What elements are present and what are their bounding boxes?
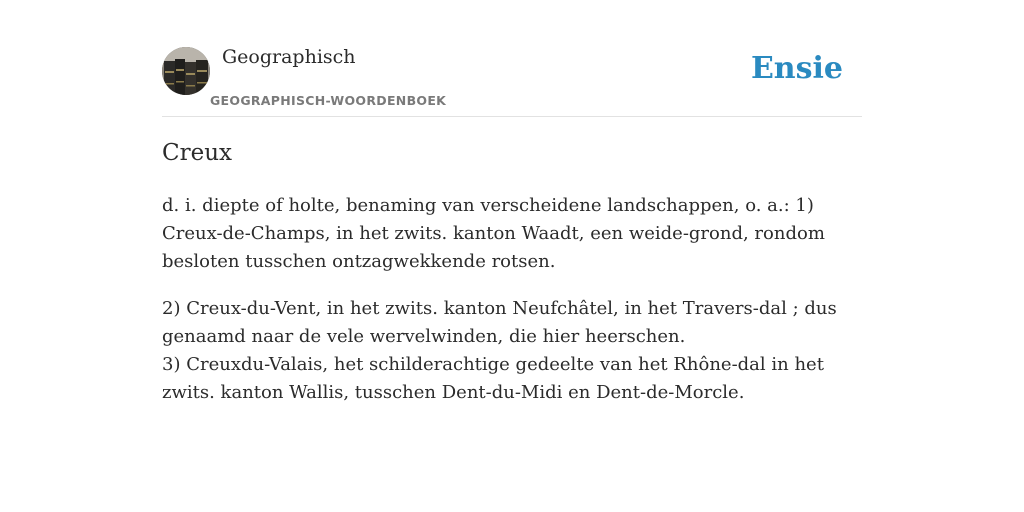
book-spines-photo-icon [162,47,210,95]
entry-body [162,192,862,426]
source-avatar[interactable] [162,47,210,95]
source-title[interactable]: Geographisch [222,46,356,68]
entry-paragraph [162,295,862,407]
entry-text-line: 3) Creuxdu-Valais, het schilderachtige gedeelte van het Rhône-dal in het zwits. kanton Wallis, tusschen Dent-du-Midi en Dent-de-Morcle. [162,354,824,403]
entry-paragraph [162,192,862,276]
entry-title: Creux [162,140,232,166]
source-slug[interactable]: GEOGRAPHISCH-WOORDENBOEK [210,93,447,108]
entry-text-line: 2) Creux-du-Vent, in het zwits. kanton Neufchâtel, in het Travers-dal ; dus genaamd naar de vele wervelwinden, die hier heerschen. [162,298,837,347]
entry-text-line: d. i. diepte of holte, benaming van verscheidene landschappen, o. a.: 1) Creux-de-Champs, in het zwits. kanton Waadt, een weide-grond, rondom besloten tusschen ontzagwekkende rotsen. [162,195,825,272]
source-header [162,46,862,117]
brand-logo-link[interactable]: Ensie [750,51,843,86]
